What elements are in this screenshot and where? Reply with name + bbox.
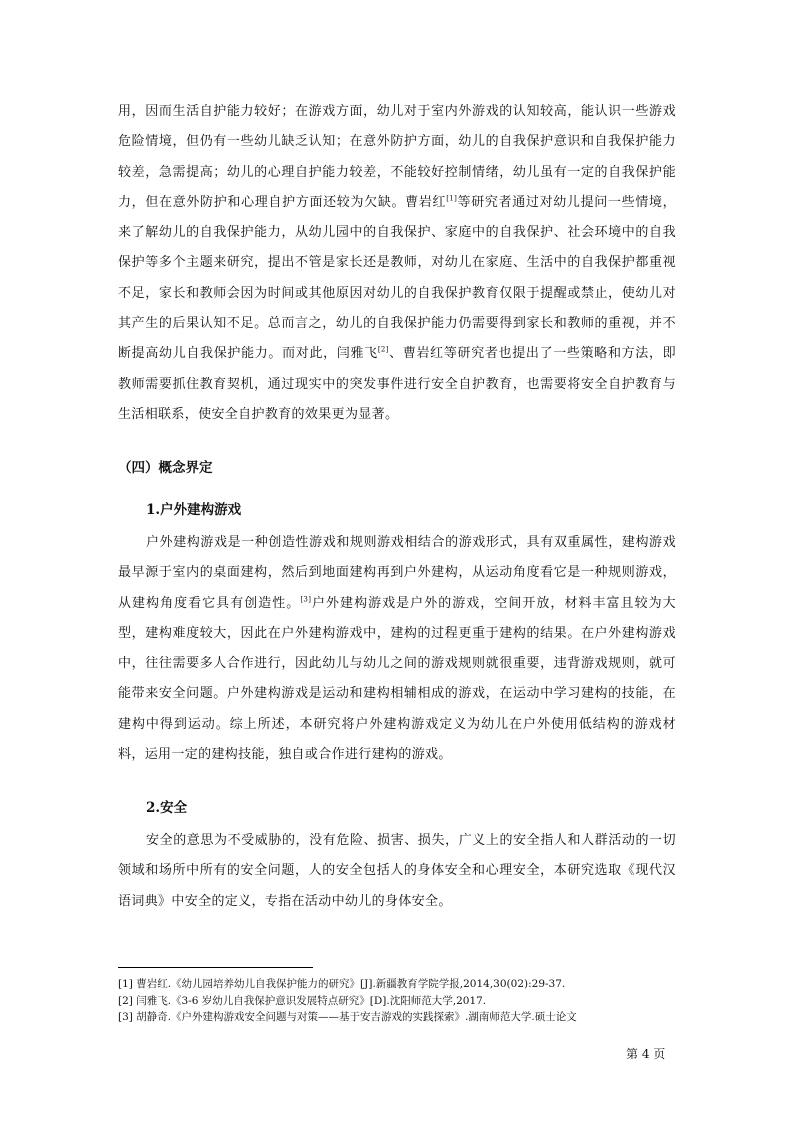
body-paragraph-1 — [118, 97, 676, 430]
footnote-item: [2] 闫雅飞.《3-6 岁幼儿自我保护意识发展特点研究》[D].沈阳师范大学,2017. — [118, 994, 487, 1007]
paragraph-text: 用，因而生活自护能力较好；在游戏方面，幼儿对于室内外游戏的认知较高，能认识一些游戏危险情境，但仍有一些幼儿缺乏认知；在意外防护方面，幼儿的自我保护意识和自我保护能力较差，急需提高；幼儿的心理自护能力较差，不能较好控制情绪，幼儿虽有一定的自我保护能力，但在意外防护和心理自护方面还较为欠缺。曹岩红 — [118, 104, 676, 210]
paragraph-text: 等研究者通过对幼儿提问一些情境，来了解幼儿的自我保护能力，从幼儿园中的自我保护、家庭中的自我保护、社会环境中的自我保护等多个主题来研究，提出不管是家长还是教师，对幼儿在家庭、生活中的自我保护都重视不足，家长和教师会因为时间或其他原因对幼儿的自我保护教育仅限于提醒或禁止，使幼儿对其产生的后果认知不足。总而言之，幼儿的自我保护能力仍需要得到家长和教师的重视，并不断提高幼儿自我保护能力。而对此，闫雅飞 — [118, 194, 676, 362]
citation-1[interactable]: [1] — [446, 194, 458, 203]
subsection-heading-1: 1.户外建构游戏 — [146, 502, 242, 518]
footnote-item: [3] 胡静奇.《户外建构游戏安全问题与对策——基于安吉游戏的实践探索》.湖南师范大学.硕士论文 — [118, 1011, 577, 1023]
section-heading: （四）概念界定 — [118, 460, 213, 476]
body-paragraph-3: 安全的意思为不受威胁的，没有危险、损害、损失，广义上的安全指人和人群活动的一切领域和场所中所有的安全问题，人的安全包括人的身体安全和心理安全，本研究选取《现代汉语词典》中安全的定义，专指在活动中幼儿的身体安全。 — [118, 833, 676, 909]
footnote-list — [118, 976, 678, 1026]
body-paragraph-2 — [118, 528, 676, 770]
citation-2[interactable]: [2] — [377, 346, 389, 355]
paragraph-text: 、曹岩红等研究者也提出了一些策略和方法，即教师需要抓住教育契机，通过现实中的突发事件进行安全自护教育，也需要将安全自护教育与生活相联系，使安全自护教育的效果更为显著。 — [118, 346, 676, 422]
citation-3[interactable]: [3] — [300, 595, 312, 604]
footnote-item: [1] 曹岩红.《幼儿园培养幼儿自我保护能力的研究》[J].新疆教育学院学报,2014,30(02):29-37. — [118, 978, 566, 990]
paragraph-text: 户外建构游戏是户外的游戏，空间开放，材料丰富且较为大型，建构难度较大，因此在户外建构游戏中，建构的过程更重于建构的结果。在户外建构游戏中，往往需要多人合作进行，因此幼儿与幼儿之间的游戏规则就很重要，违背游戏规则，就可能带来安全问题。户外建构游戏是运动和建构相辅相成的游戏，在运动中学习建构的技能，在建构中得到运动。综上所述，本研究将户外建构游戏定义为幼儿在户外使用低结构的游戏材料，运用一定的建构技能，独自或合作进行建构的游戏。 — [118, 595, 676, 763]
footnote-divider — [118, 967, 313, 968]
subsection-heading-2: 2.安全 — [146, 800, 188, 816]
paragraph-text: 户外建构游戏是一种创造性游戏和规则游戏相结合的游戏形式，具有双重属性，建构游戏最早源于室内的桌面建构，然后到地面建构再到户外建构，从运动角度看它是一种规则游戏，从建构角度看它具有创造性。 — [118, 535, 676, 611]
page-number: 第 4 页 — [626, 1047, 666, 1061]
